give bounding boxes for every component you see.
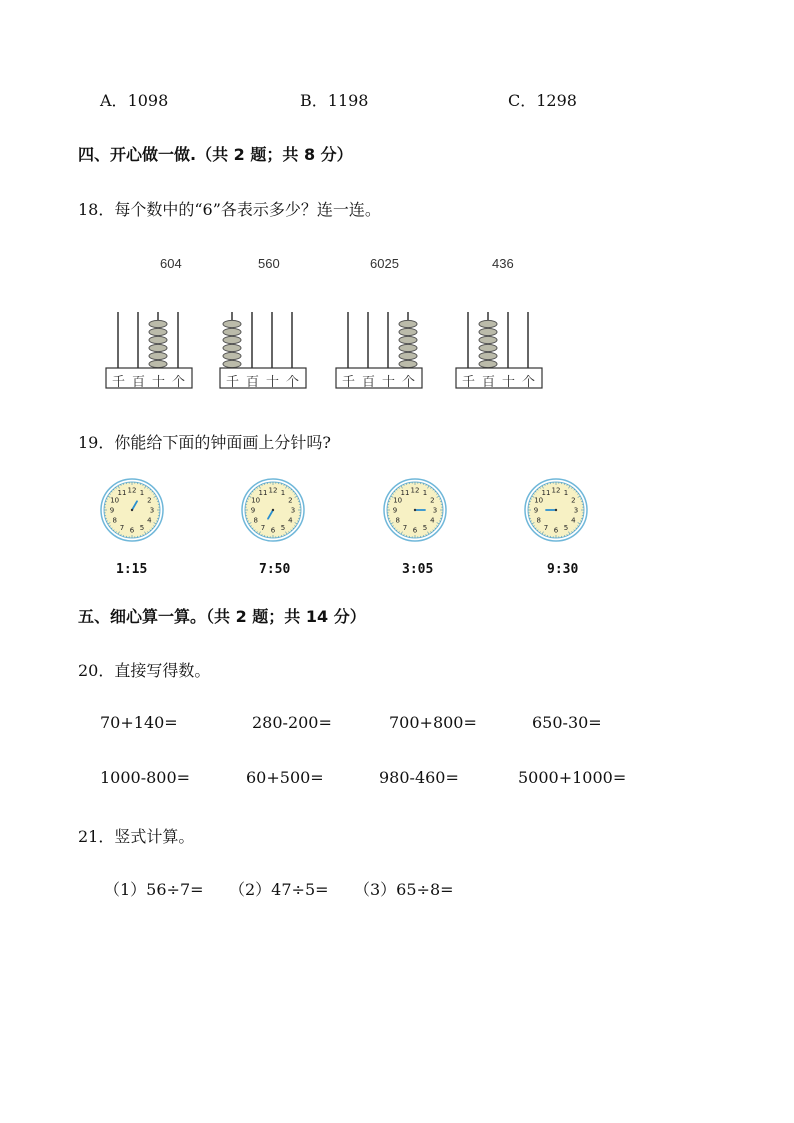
time-label: 7:50 bbox=[259, 562, 291, 577]
question-20: 20．直接写得数。 bbox=[78, 661, 211, 680]
clock-number: 3 bbox=[432, 506, 438, 515]
question-19: 19．你能给下面的钟面画上分针吗? bbox=[78, 433, 331, 452]
place-ones: 个 bbox=[172, 374, 186, 389]
place-tens: 十 bbox=[152, 374, 166, 389]
clock-number: 6 bbox=[270, 526, 276, 535]
clock-number: 10 bbox=[393, 496, 403, 505]
vertical-calc-item: （2）47÷5= bbox=[229, 880, 329, 899]
clock-3 bbox=[383, 478, 447, 542]
clock-number: 9 bbox=[250, 506, 256, 515]
clock-face-icon bbox=[241, 478, 305, 542]
clock-number: 7 bbox=[260, 523, 266, 532]
option-c-letter: C． bbox=[508, 91, 537, 110]
abacus-number: 560 bbox=[258, 256, 280, 271]
vertical-calc-item: （3）65÷8= bbox=[354, 880, 454, 899]
clock-number: 12 bbox=[551, 486, 561, 495]
clock-number: 9 bbox=[392, 506, 398, 515]
clock-number: 12 bbox=[127, 486, 137, 495]
place-ones: 个 bbox=[402, 374, 416, 389]
option-b-value: 1198 bbox=[327, 91, 369, 110]
clock-number: 1 bbox=[280, 489, 286, 498]
clock-number: 3 bbox=[290, 506, 296, 515]
clock-number: 2 bbox=[571, 496, 576, 505]
clock-number: 2 bbox=[147, 496, 152, 505]
clock-number: 7 bbox=[402, 523, 408, 532]
clock-number: 8 bbox=[112, 516, 117, 525]
place-ones: 个 bbox=[286, 374, 300, 389]
clock-number: 1 bbox=[563, 489, 569, 498]
clock-number: 8 bbox=[253, 516, 258, 525]
clock-number: 5 bbox=[280, 523, 286, 532]
clock-number: 3 bbox=[149, 506, 155, 515]
calc-item: 1000-800= bbox=[100, 768, 191, 787]
clock-face-icon bbox=[383, 478, 447, 542]
place-tens: 十 bbox=[382, 374, 396, 389]
clock-face-icon bbox=[100, 478, 164, 542]
option-b bbox=[300, 88, 368, 111]
question-21: 21．竖式计算。 bbox=[78, 827, 195, 846]
place-thousands: 千 bbox=[462, 374, 476, 389]
place-thousands: 千 bbox=[226, 374, 240, 389]
clock-number: 2 bbox=[430, 496, 435, 505]
time-label: 9:30 bbox=[547, 562, 579, 577]
clock-number: 5 bbox=[563, 523, 569, 532]
clock-number: 4 bbox=[288, 516, 293, 525]
section-5-heading bbox=[78, 604, 366, 627]
place-hundreds: 百 bbox=[246, 374, 260, 389]
clock-number: 10 bbox=[110, 496, 120, 505]
clock-number: 12 bbox=[268, 486, 278, 495]
section-5-title: 五、细心算一算。 bbox=[78, 607, 207, 626]
place-tens: 十 bbox=[502, 374, 516, 389]
clock-number: 4 bbox=[147, 516, 152, 525]
clock-number: 8 bbox=[395, 516, 400, 525]
clock-number: 5 bbox=[139, 523, 145, 532]
place-ones: 个 bbox=[522, 374, 536, 389]
abacus-number: 6025 bbox=[370, 256, 399, 271]
place-hundreds: 百 bbox=[482, 374, 496, 389]
place-tens: 十 bbox=[266, 374, 280, 389]
clock-1 bbox=[100, 478, 164, 542]
clock-number: 7 bbox=[543, 523, 549, 532]
option-a-value: 1098 bbox=[127, 91, 169, 110]
clock-number: 6 bbox=[412, 526, 418, 535]
clock-number: 11 bbox=[541, 489, 551, 498]
place-thousands: 千 bbox=[112, 374, 126, 389]
clock-number: 2 bbox=[288, 496, 293, 505]
option-a bbox=[100, 88, 168, 111]
clock-2 bbox=[241, 478, 305, 542]
clock-4 bbox=[524, 478, 588, 542]
calc-item: 700+800= bbox=[389, 713, 477, 732]
calc-item: 980-460= bbox=[379, 768, 459, 787]
clock-number: 7 bbox=[119, 523, 125, 532]
clock-number: 1 bbox=[422, 489, 428, 498]
calc-item: 280-200= bbox=[252, 713, 332, 732]
section-4-heading bbox=[78, 142, 353, 165]
clock-number: 4 bbox=[571, 516, 576, 525]
clock-number: 11 bbox=[258, 489, 268, 498]
clock-number: 10 bbox=[251, 496, 261, 505]
clock-number: 5 bbox=[422, 523, 428, 532]
calc-item: 60+500= bbox=[246, 768, 324, 787]
clock-number: 3 bbox=[573, 506, 579, 515]
place-hundreds: 百 bbox=[362, 374, 376, 389]
option-c-value: 1298 bbox=[536, 91, 577, 110]
clock-number: 11 bbox=[400, 489, 410, 498]
clock-number: 10 bbox=[534, 496, 544, 505]
section-4-info: （共 2 题；共 8 分） bbox=[196, 145, 353, 164]
clock-number: 8 bbox=[536, 516, 541, 525]
time-label: 1:15 bbox=[116, 562, 148, 577]
clock-number: 4 bbox=[430, 516, 435, 525]
option-c bbox=[508, 88, 577, 111]
clock-number: 9 bbox=[109, 506, 115, 515]
place-thousands: 千 bbox=[342, 374, 356, 389]
option-a-letter: A． bbox=[100, 91, 128, 110]
question-18: 18．每个数中的“6”各表示多少？连一连。 bbox=[78, 200, 381, 219]
calc-item: 650-30= bbox=[532, 713, 602, 732]
abacus-number: 436 bbox=[492, 256, 514, 271]
clock-number: 9 bbox=[533, 506, 539, 515]
clock-number: 6 bbox=[129, 526, 135, 535]
clock-face-icon bbox=[524, 478, 588, 542]
section-4-title: 四、开心做一做. bbox=[78, 145, 197, 164]
vertical-calc-item: （1）56÷7= bbox=[104, 880, 204, 899]
clock-number: 11 bbox=[117, 489, 127, 498]
calc-item: 5000+1000= bbox=[518, 768, 627, 787]
abacus-number: 604 bbox=[160, 256, 182, 271]
place-hundreds: 百 bbox=[132, 374, 146, 389]
calc-item: 70+140= bbox=[100, 713, 178, 732]
section-5-info: （共 2 题；共 14 分） bbox=[206, 607, 366, 626]
option-b-letter: B． bbox=[300, 91, 328, 110]
time-label: 3:05 bbox=[402, 562, 434, 577]
clock-number: 1 bbox=[139, 489, 145, 498]
clock-number: 6 bbox=[553, 526, 559, 535]
clock-number: 12 bbox=[410, 486, 420, 495]
